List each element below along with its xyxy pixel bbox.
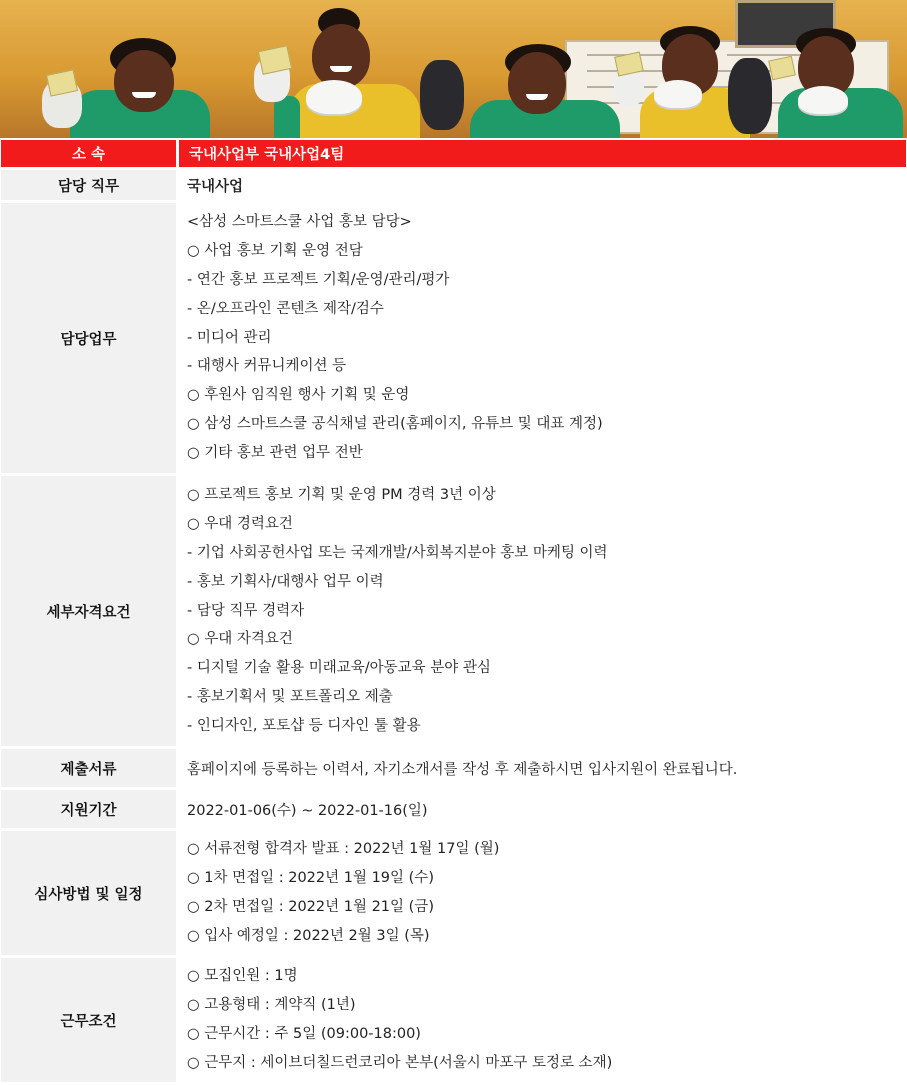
duties-value bbox=[179, 203, 906, 473]
qualification-line: - 담당 직무 경력자 bbox=[187, 602, 305, 619]
affiliation-value: 국내사업부 국내사업4팀 bbox=[179, 140, 906, 167]
schedule-line: ○ 2차 면접일 : 2022년 1월 21일 (금) bbox=[187, 899, 434, 915]
duty-line: <삼성 스마트스쿨 사업 홍보 담당> bbox=[187, 213, 412, 230]
schedule-row bbox=[1, 831, 906, 955]
job-posting-table bbox=[1, 137, 906, 1085]
duty-line: ○ 삼성 스마트스쿨 공식채널 관리(홈페이지, 유튜브 및 대표 계정) bbox=[187, 416, 603, 433]
qualification-line: ○ 우대 자격요건 bbox=[187, 631, 293, 648]
conditions-row bbox=[1, 958, 906, 1082]
duty-line: - 온/오프라인 콘텐츠 제작/검수 bbox=[187, 300, 384, 317]
conditions-label: 근무조건 bbox=[1, 958, 179, 1082]
condition-line: ○ 모집인원 : 1명 bbox=[187, 968, 298, 985]
duty-line: - 대행사 커뮤니케이션 등 bbox=[187, 358, 347, 375]
conditions-value bbox=[179, 958, 906, 1082]
documents-value: 홈페이지에 등록하는 이력서, 자기소개서를 작성 후 제출하시면 입사지원이 완료됩니다. bbox=[179, 749, 906, 787]
qualification-line: ○ 우대 경력요건 bbox=[187, 515, 293, 532]
schedule-line: ○ 1차 면접일 : 2022년 1월 19일 (수) bbox=[187, 870, 434, 887]
schedule-label: 심사방법 및 일정 bbox=[1, 831, 179, 955]
condition-line: ○ 고용형태 : 계약직 (1년) bbox=[187, 997, 356, 1014]
duties-label: 담당업무 bbox=[1, 203, 179, 473]
duty-line: - 미디어 관리 bbox=[187, 329, 272, 346]
period-row bbox=[1, 790, 906, 828]
child-figure bbox=[40, 0, 210, 138]
documents-row bbox=[1, 749, 906, 787]
duty-line: ○ 기타 홍보 관련 업무 전반 bbox=[187, 445, 363, 462]
job-value: 국내사업 bbox=[179, 170, 906, 200]
qualification-line: - 디지털 기술 활용 미래교육/아동교육 분야 관심 bbox=[187, 660, 491, 677]
qualification-line: - 인디자인, 포토샵 등 디자인 툴 활용 bbox=[187, 718, 421, 735]
qualification-line: - 홍보기획서 및 포트폴리오 제출 bbox=[187, 689, 393, 706]
duty-line: ○ 사업 홍보 기획 운영 전담 bbox=[187, 242, 363, 259]
duties-row bbox=[1, 203, 906, 473]
period-label: 지원기간 bbox=[1, 790, 179, 828]
qualification-line: - 기업 사회공헌사업 또는 국제개발/사회복지분야 홍보 마케팅 이력 bbox=[187, 544, 608, 561]
schedule-value bbox=[179, 831, 906, 955]
child-figure bbox=[240, 0, 430, 138]
duty-line: - 연간 홍보 프로젝트 기획/운영/관리/평가 bbox=[187, 271, 450, 288]
schedule-line: ○ 서류전형 합격자 발표 : 2022년 1월 17일 (월) bbox=[187, 841, 500, 858]
affiliation-label: 소 속 bbox=[1, 140, 179, 167]
condition-line: ○ 근무지 : 세이브더칠드런코리아 본부(서울시 마포구 토정로 소재) bbox=[187, 1054, 613, 1071]
qualifications-label: 세부자격요건 bbox=[1, 476, 179, 746]
child-figure bbox=[610, 0, 780, 138]
child-figure bbox=[770, 0, 907, 138]
banner-photo bbox=[0, 0, 907, 138]
condition-line: ○ 근무시간 : 주 5일 (09:00-18:00) bbox=[187, 1026, 421, 1042]
qualification-line: ○ 프로젝트 홍보 기획 및 운영 PM 경력 3년 이상 bbox=[187, 486, 496, 503]
documents-label: 제출서류 bbox=[1, 749, 179, 787]
duty-line: ○ 후원사 임직원 행사 기획 및 운영 bbox=[187, 387, 410, 404]
affiliation-row bbox=[1, 140, 906, 167]
job-label: 담당 직무 bbox=[1, 170, 179, 200]
job-row bbox=[1, 170, 906, 200]
child-figure bbox=[420, 0, 630, 138]
qualification-line: - 홍보 기획사/대행사 업무 이력 bbox=[187, 573, 384, 590]
qualifications-row bbox=[1, 476, 906, 746]
schedule-line: ○ 입사 예정일 : 2022년 2월 3일 (목) bbox=[187, 927, 430, 944]
qualifications-value bbox=[179, 476, 906, 746]
period-value: 2022-01-06(수) ~ 2022-01-16(일) bbox=[179, 790, 906, 828]
